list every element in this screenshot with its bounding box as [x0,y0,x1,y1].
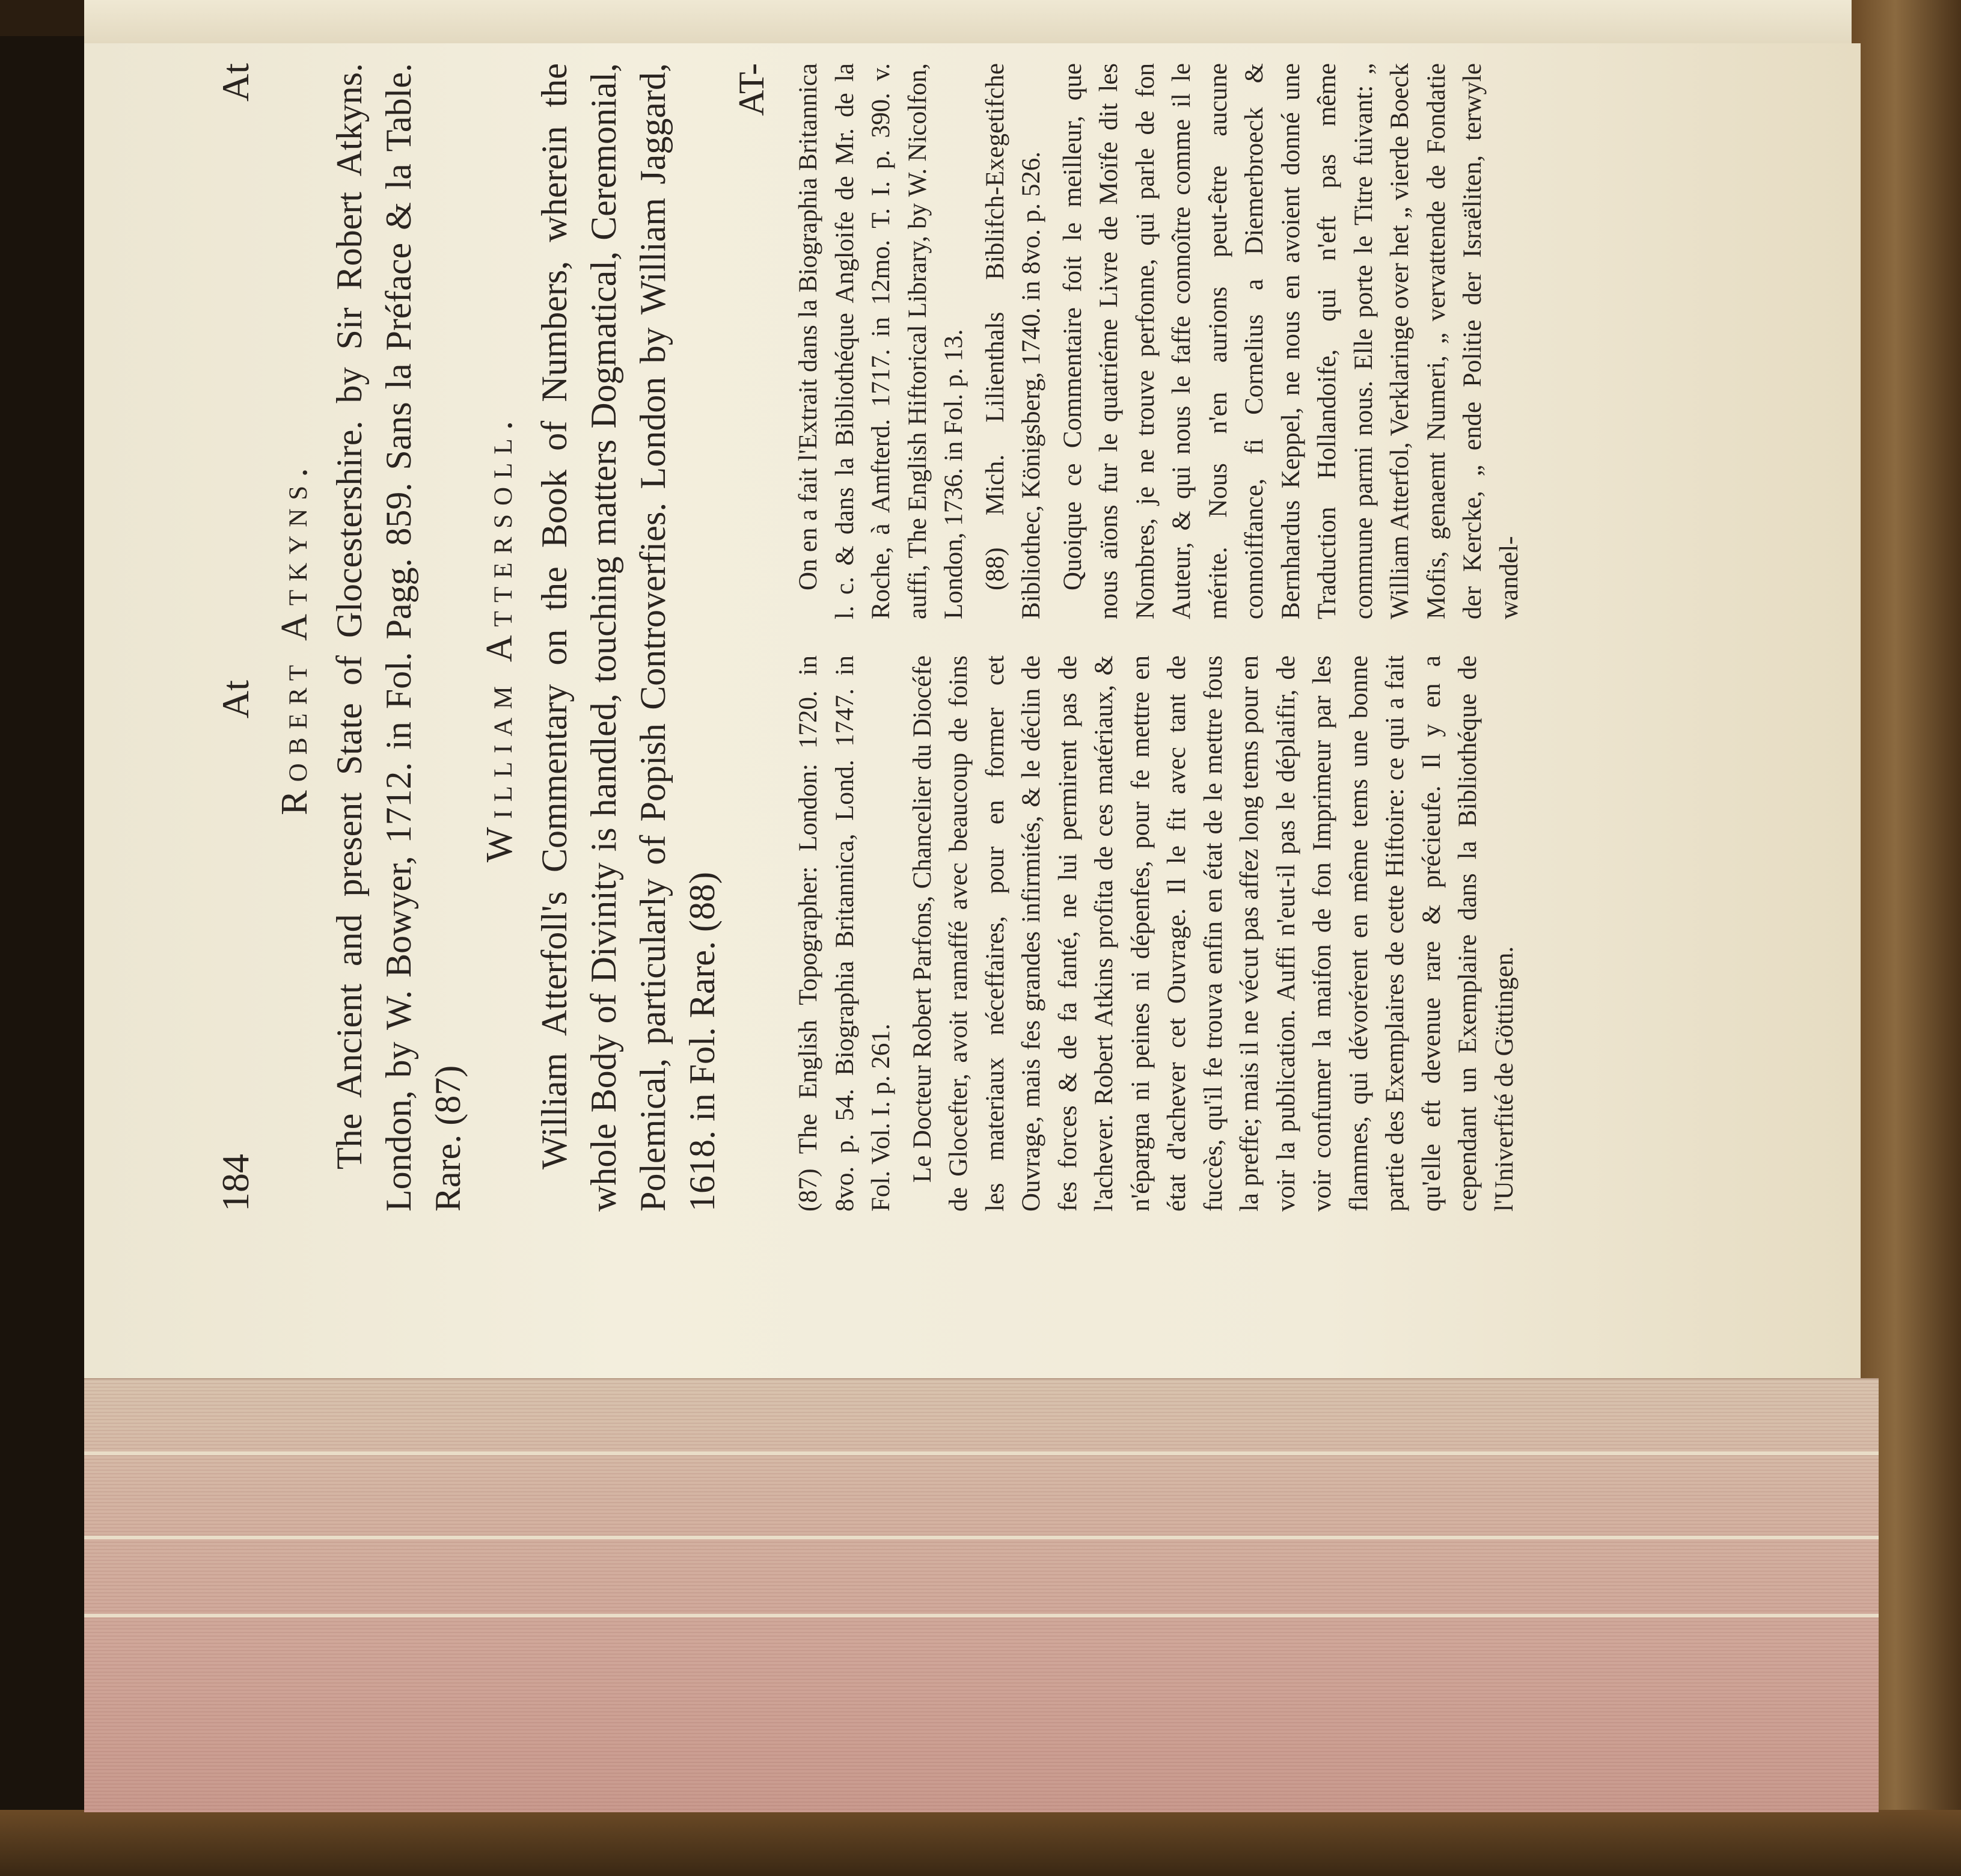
running-header [213,63,268,1212]
running-head-right: At [214,63,257,102]
page-edges [84,1378,1879,1812]
footnotes [791,63,1528,1212]
footnote-paragraph: (88) Mich. Lilienthals Biblifch-Exegetifche Bibliothec, Königsberg, 1740. in 8vo. p. 526. [980,63,1045,619]
printed-text-block [213,63,1523,1212]
page-edge-band [84,1451,1879,1455]
running-head-left: At [214,680,257,719]
entry-text-attersoll: William Atterfoll's Commentary on the Book of Numbers, wherein the whole Body of Divinity is handled, touching matters Dogmatical, Ceremonial, Polemical, particularly of Popish Controverfies. London by William Jaggard, 1618. in Fol. Rare. (88) [534,63,722,1212]
footnote-paragraph: (87) The English Topographer: London: 1720. in 8vo. p. 54. Biographia Britannica, Lond. 1747. in Fol. Vol. I. p. 261. [794,655,895,1212]
previous-leaf [84,0,1852,46]
footnotes-right-column [791,63,1528,619]
page-edge-band [84,1536,1879,1539]
footnotes-left-column [791,655,1528,1212]
book-cover-bottom [0,1810,1961,1876]
page-edge-band [84,1614,1879,1617]
page-number: 184 [214,1154,257,1212]
footnote-paragraph: Le Docteur Robert Parfons, Chancelier du Diocéfe de Glocefter, avoit ramaffé avec beaucoup de foins les materiaux néceffaires, pour en former cet Ouvrage, mais fes grandes infirmités, & le déclin de fes forces & de fa fanté, ne lui permirent pas de l'achever. Robert Atkins profita de ces matériaux, & n'épargna ni peines ni dépenfes, pour fe mettre en état d'achever cet Ouvrage. Il le fit avec tant de fuccès, qu'il fe trouva enfin en état de le mettre fous la preffe; mais il ne vécut pas affez long tems pour en voir la publication. Auffi n'eut-il pas le déplaifir, de voir confumer la maifon de fon Imprimeur par les flammes, qui dévorérent en même tems une bonne partie des Exemplaires de cette Hiftoire: ce qui a fait qu'elle eft devenue rare & précieufe. Il y en a cependant un Exemplaire dans la Bibliothéque de l'Univerfité de Göttingen. [908,655,1519,1212]
catchword: AT- [732,63,771,116]
entry-heading-atkyns: Robert Atkyns. [274,459,315,815]
entry-heading-attersoll: William Attersoll. [479,412,520,863]
entry-text-atkyns: The Ancient and present State of Glocestershire. by Sir Robert Atkyns. London, by W. Bowyer, 1712. in Fol. Pagg. 859. Sans la Préface & la Table. Rare. (87) [329,63,468,1212]
footnote-paragraph: On en a fait l'Extrait dans la Biographia Britannica l. c. & dans la Bibliothéque Angloife de Mr. de la Roche, à Amfterd. 1717. in 12mo. T. I. p. 390. v. auffi, The English Hiftorical Library, by W. Nicolfon, London, 1736. in Fol. p. 13. [794,63,968,619]
footnote-paragraph: Quoique ce Commentaire foit le meilleur, que nous aïons fur le quatriéme Livre de Moïfe dit les Nombres, je ne trouve perfonne, qui parle de fon Auteur, & qui nous le faffe connoître comme il le mérite. Nous n'en aurions peut-être aucune connoiffance, fi Cornelius a Diemerbroeck & Bernhardus Keppel, ne nous en avoient donné une Traduction Hollandoife, qui n'eft pas même commune parmi nous. Elle porte le Titre fuivant: „ William Atterfol, Verklaringe over het „ vierde Boeck Mofis, genaemt Numeri, „ vervattende de Fondatie der Kercke, „ ende Politie der Israëliten, terwyle wandel- [1058,63,1523,619]
